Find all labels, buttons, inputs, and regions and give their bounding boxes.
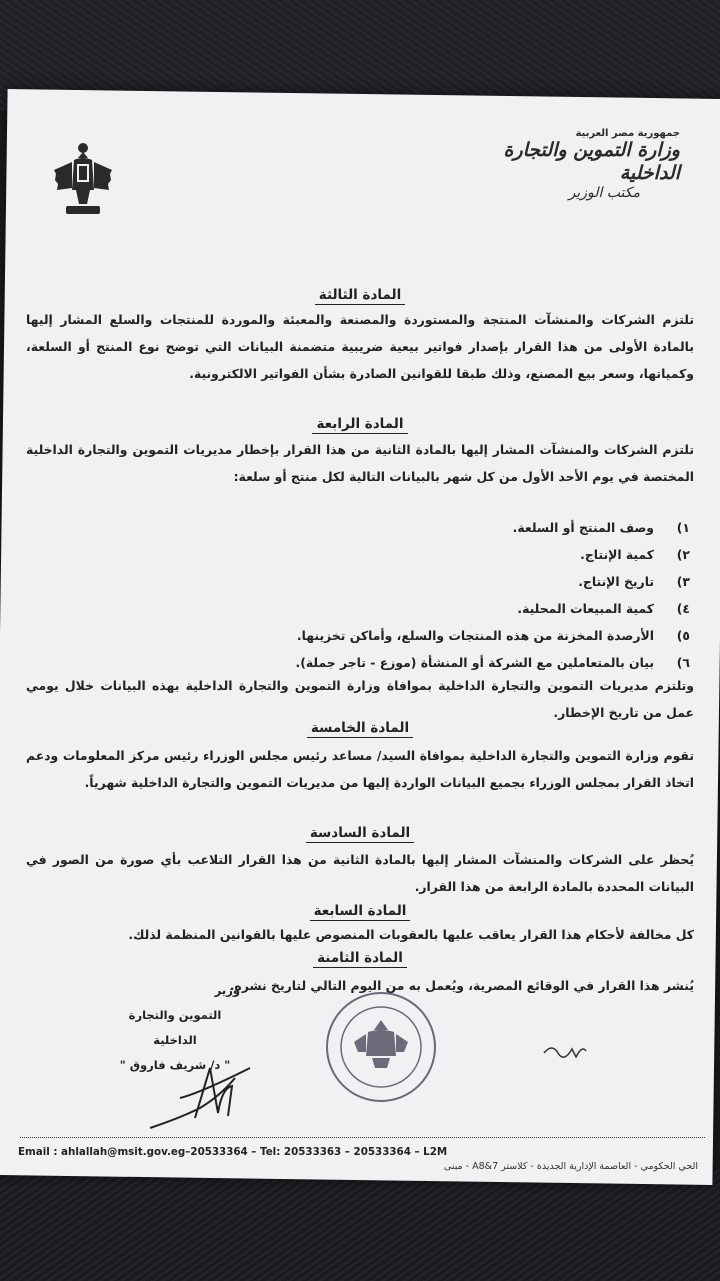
official-stamp-icon: [324, 990, 438, 1104]
minister-title: وزير: [214, 983, 240, 997]
letterhead: [490, 128, 680, 201]
article-5-heading: المادة الخامسة: [0, 720, 720, 736]
list-item: ٥) الأرصدة المخزنة من هذه المنتجات والسلع، وأماكن تخزينها.: [296, 628, 690, 643]
article-4-items: [50, 514, 690, 676]
list-item: ١) وصف المنتج أو السلعة.: [512, 520, 690, 535]
signature-scribble-icon: [140, 1058, 270, 1138]
article-3-text: تلتزم الشركات والمنشآت المنتجة والمستوردة والمصنعة والمعبئة والموردة للمنتجات والسلع المشار إليها بالمادة الأولى من هذا القرار بإصدار فواتير بيعية ضريبية متضمنة البيانات التي توضح نوع المنتج أو السلعة، وكمياتها، وسعر بيع المصنع، وذلك طبقا للقوانين الصادرة بشأن الفواتير الالكترونية.: [26, 312, 694, 381]
article-7-heading: المادة السابعة: [0, 903, 720, 919]
article-7-text: كل مخالفة لأحكام هذا القرار يعاقب عليها بالعقوبات المنصوص عليها بالقوانين المنظمة لذلك.: [128, 927, 694, 942]
list-item: ٢) كمية الإنتاج.: [580, 547, 690, 562]
list-item: ٣) تاريخ الإنتاج.: [578, 574, 690, 589]
article-5-text: تقوم وزارة التموين والتجارة الداخلية بموافاة السيد/ مساعد رئيس مجلس الوزراء رئيس مركز المعلومات ودعم اتخاذ القرار بمجلس الوزراء بجميع البيانات الواردة إليها من مديريات التموين والتجارة الداخلية شهرياً.: [26, 748, 694, 790]
minister-name: " د/ شريف فاروق ": [119, 1058, 231, 1072]
ministry-name: وزارة التموين والتجارة الداخلية: [503, 139, 680, 184]
article-6-heading: المادة السادسة: [0, 825, 720, 841]
article-8-heading: المادة الثامنة: [0, 950, 720, 966]
article-4-text: تلتزم الشركات والمنشآت المشار إليها بالمادة الثانية من هذا القرار بإخطار مديريات التموين والتجارة الداخلية المختصة في يوم الأحد الأول من كل شهر بالبيانات التالية لكل منتج أو سلعة:: [26, 442, 694, 484]
article-6-text: يُحظر على الشركات والمنشآت المشار إليها بالمادة الثانية من هذا القرار التلاعب بأي صورة من الصور في البيانات المحددة بالمادة الرابعة من هذا القرار.: [26, 852, 694, 894]
office-name: مكتب الوزير: [568, 184, 640, 201]
footer-contact: Email : ahlallah@msit.gov.eg–20533364 – Tel: 20533363 – 20533364 – L2M: [18, 1146, 448, 1158]
eagle-emblem-icon: [52, 140, 114, 220]
initials-scribble-icon: [540, 1035, 590, 1065]
republic-label: جمهورية مصر العربية: [575, 128, 680, 139]
footer-divider: [20, 1137, 705, 1138]
footer-address: الحي الحكومي - العاصمة الإدارية الجديدة - كلاستر A8&7 - مبنى: [443, 1161, 698, 1172]
article-4-heading: المادة الرابعة: [0, 416, 720, 432]
list-item: ٦) بيان بالمتعاملين مع الشركة أو المنشأة (موزع - تاجر جملة).: [295, 655, 690, 670]
article-8-text: يُنشر هذا القرار في الوقائع المصرية، ويُعمل به من اليوم التالي لتاريخ نشره.: [229, 978, 694, 993]
article-3-heading: المادة الثالثة: [0, 287, 720, 303]
list-item: ٤) كمية المبيعات المحلية.: [517, 601, 690, 616]
ministry-title: التموين والتجارة الداخلية: [128, 1008, 222, 1047]
article-4-closing: وتلتزم مديريات التموين والتجارة الداخلية بموافاة وزارة التموين والتجارة الداخلية بهذه البيانات خلال يومي عمل من تاريخ الإخطار.: [26, 678, 694, 720]
